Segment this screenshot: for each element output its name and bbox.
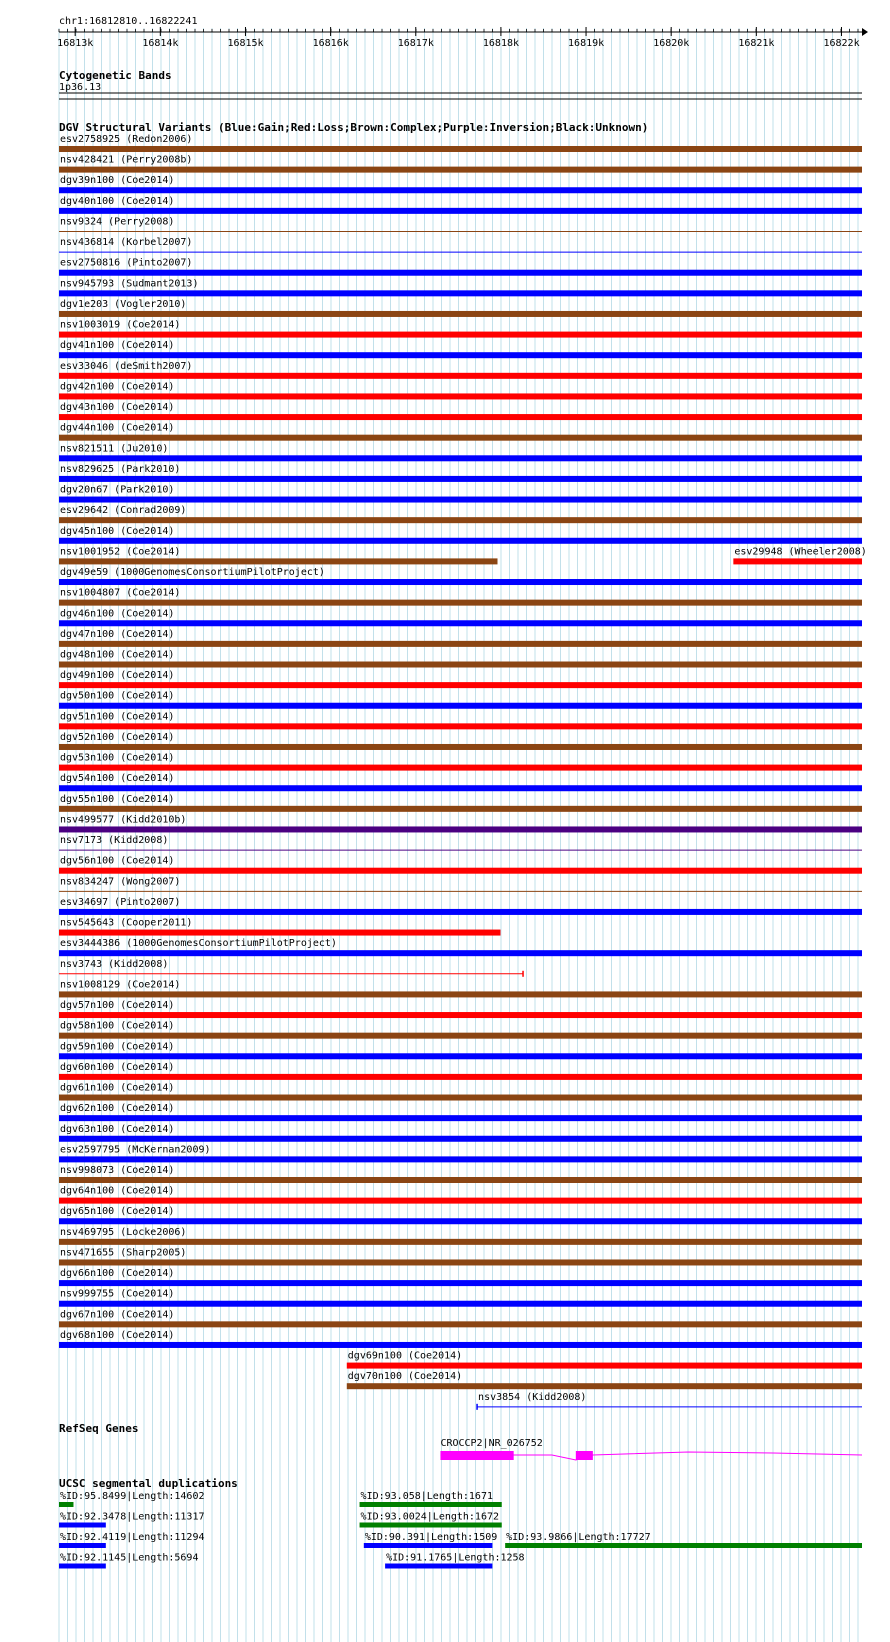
- variant-label[interactable]: esv33046 (deSmith2007): [60, 360, 193, 372]
- variant-label[interactable]: dgv45n100 (Coe2014): [60, 525, 175, 537]
- variant-label[interactable]: nsv1001952 (Coe2014): [60, 546, 181, 558]
- variant-bar[interactable]: [59, 1321, 862, 1327]
- variant-bar[interactable]: [59, 517, 862, 523]
- ruler-title: chr1:16812810..16822241: [59, 16, 198, 27]
- variant-label[interactable]: nsv9324 (Perry2008): [60, 216, 175, 228]
- variant-bar[interactable]: [59, 703, 862, 709]
- segdup-label[interactable]: %ID:92.4119|Length:11294: [60, 1532, 205, 1543]
- variant-label[interactable]: nsv7173 (Kidd2008): [60, 835, 169, 847]
- variant-bar[interactable]: [59, 352, 862, 358]
- variant-label[interactable]: dgv41n100 (Coe2014): [60, 340, 175, 352]
- variant-label[interactable]: dgv44n100 (Coe2014): [60, 422, 175, 434]
- variant-bar[interactable]: [59, 765, 862, 771]
- variant-bar[interactable]: [59, 1074, 862, 1080]
- variant-label[interactable]: dgv58n100 (Coe2014): [60, 1020, 175, 1032]
- variant-bar[interactable]: [59, 950, 862, 956]
- variant-label[interactable]: dgv53n100 (Coe2014): [60, 752, 175, 764]
- variant-bar[interactable]: [59, 558, 497, 564]
- variant-label[interactable]: nsv436814 (Korbel2007): [60, 237, 193, 249]
- gene-exon[interactable]: [440, 1451, 513, 1460]
- variant-bar[interactable]: [59, 723, 862, 729]
- variant-bar[interactable]: [59, 393, 862, 399]
- variant-label[interactable]: nsv829625 (Park2010): [60, 463, 181, 475]
- variant-label[interactable]: dgv49n100 (Coe2014): [60, 670, 175, 682]
- variant-label[interactable]: nsv998073 (Coe2014): [60, 1165, 175, 1176]
- variant-bar[interactable]: [59, 1115, 862, 1121]
- variant-bar[interactable]: [59, 826, 862, 832]
- variant-label[interactable]: dgv65n100 (Coe2014): [60, 1206, 175, 1218]
- variant-label[interactable]: dgv56n100 (Coe2014): [60, 855, 175, 867]
- variant-label[interactable]: dgv50n100 (Coe2014): [60, 690, 175, 702]
- variant-bar[interactable]: [59, 1218, 862, 1224]
- variant-bar[interactable]: [59, 1301, 862, 1307]
- variant-bar[interactable]: [59, 1342, 862, 1348]
- variant-label[interactable]: nsv999755 (Coe2014): [60, 1288, 175, 1300]
- cytoband-label: 1p36.13: [59, 82, 102, 93]
- segdup-bar[interactable]: [360, 1523, 502, 1528]
- ruler-tick-label: 16816k: [312, 38, 349, 49]
- variant-label[interactable]: dgv66n100 (Coe2014): [60, 1268, 175, 1280]
- ruler-tick-label: 16813k: [57, 38, 94, 49]
- variant-label[interactable]: dgv60n100 (Coe2014): [60, 1061, 175, 1073]
- variant-bar[interactable]: [59, 641, 862, 647]
- variant-label[interactable]: esv29642 (Conrad2009): [60, 505, 187, 517]
- variant-bar[interactable]: [59, 1156, 862, 1162]
- variant-bar[interactable]: [59, 187, 862, 193]
- variant-label[interactable]: esv3444386 (1000GenomesConsortiumPilotProject): [60, 938, 337, 950]
- variant-label[interactable]: nsv3743 (Kidd2008): [60, 958, 169, 970]
- segdup-label[interactable]: %ID:92.3478|Length:11317: [60, 1511, 205, 1523]
- variant-label[interactable]: nsv945793 (Sudmant2013): [60, 278, 199, 290]
- variant-bar[interactable]: [59, 620, 862, 626]
- variant-bar[interactable]: [59, 1177, 862, 1183]
- variant-bar[interactable]: [59, 455, 862, 461]
- ruler-tick-label: 16820k: [653, 38, 690, 49]
- ruler-tick-label: 16821k: [738, 38, 775, 49]
- segdup-label[interactable]: %ID:90.391|Length:1509: [364, 1532, 498, 1543]
- variant-label[interactable]: dgv39n100 (Coe2014): [60, 175, 175, 187]
- variant-bar[interactable]: [59, 991, 862, 997]
- variant-bar[interactable]: [59, 1280, 862, 1286]
- gene-label[interactable]: CROCCP2|NR_026752: [440, 1438, 543, 1449]
- variant-label[interactable]: esv29948 (Wheeler2008): [734, 546, 867, 558]
- variant-label[interactable]: dgv59n100 (Coe2014): [60, 1041, 175, 1053]
- variant-bar[interactable]: [59, 868, 862, 874]
- variant-bar[interactable]: [59, 785, 862, 791]
- variant-bar[interactable]: [59, 208, 862, 214]
- segdup-bar[interactable]: [385, 1564, 492, 1569]
- ruler-tick-label: 16817k: [397, 38, 434, 49]
- variant-bar[interactable]: [59, 579, 862, 585]
- variant-label[interactable]: dgv51n100 (Coe2014): [60, 711, 175, 723]
- variant-bar[interactable]: [59, 806, 862, 812]
- variant-label[interactable]: dgv43n100 (Coe2014): [60, 402, 175, 414]
- variant-bar[interactable]: [59, 414, 862, 420]
- variant-bar[interactable]: [59, 435, 862, 441]
- variant-bar[interactable]: [59, 167, 862, 173]
- variant-bar[interactable]: [59, 332, 862, 338]
- variant-label[interactable]: dgv61n100 (Coe2014): [60, 1082, 175, 1094]
- variant-label[interactable]: dgv70n100 (Coe2014): [347, 1371, 463, 1383]
- segdup-label[interactable]: %ID:93.058|Length:1671: [360, 1491, 494, 1502]
- variant-label[interactable]: dgv64n100 (Coe2014): [60, 1185, 175, 1197]
- variant-bar[interactable]: [59, 1033, 862, 1039]
- segdup-bar[interactable]: [59, 1564, 106, 1569]
- variant-label[interactable]: dgv57n100 (Coe2014): [60, 1000, 175, 1012]
- segdup-bar[interactable]: [59, 1502, 73, 1507]
- variant-bar[interactable]: [59, 1239, 862, 1245]
- ruler-tick-label: 16818k: [482, 38, 520, 49]
- variant-label[interactable]: dgv69n100 (Coe2014): [347, 1350, 463, 1362]
- variant-label[interactable]: dgv48n100 (Coe2014): [60, 649, 175, 661]
- variant-bar[interactable]: [59, 1012, 862, 1018]
- variant-bar[interactable]: [59, 538, 862, 544]
- segdup-bar[interactable]: [59, 1543, 106, 1548]
- track-title-segdup: UCSC segmental duplications: [59, 1477, 238, 1490]
- variant-bar[interactable]: [59, 311, 862, 317]
- variant-label[interactable]: dgv67n100 (Coe2014): [60, 1309, 175, 1321]
- variant-bar[interactable]: [59, 1053, 862, 1059]
- ruler-tick-label: 16815k: [227, 38, 264, 49]
- variant-bar[interactable]: [733, 558, 862, 564]
- variant-label[interactable]: dgv52n100 (Coe2014): [60, 731, 175, 743]
- variant-label[interactable]: esv2758925 (Redon2006): [60, 134, 193, 145]
- track-title-cytoband: Cytogenetic Bands: [59, 69, 172, 82]
- variant-bar[interactable]: [347, 1383, 862, 1389]
- variant-label[interactable]: esv2597795 (McKernan2009): [60, 1144, 211, 1156]
- variant-bar[interactable]: [59, 662, 862, 668]
- gene-exon[interactable]: [576, 1451, 593, 1460]
- ruler-tick-label: 16819k: [568, 38, 605, 49]
- variant-bar[interactable]: [59, 909, 862, 915]
- variant-label[interactable]: dgv49e59 (1000GenomesConsortiumPilotProject): [60, 567, 325, 579]
- variant-bar[interactable]: [59, 1198, 862, 1204]
- variant-bar[interactable]: [59, 373, 862, 379]
- variant-label[interactable]: nsv1008129 (Coe2014): [60, 979, 181, 991]
- variant-label[interactable]: dgv46n100 (Coe2014): [60, 608, 175, 620]
- variant-label[interactable]: nsv469795 (Locke2006): [60, 1226, 187, 1238]
- variant-label[interactable]: dgv47n100 (Coe2014): [60, 628, 175, 640]
- variant-label[interactable]: nsv499577 (Kidd2010b): [60, 814, 187, 826]
- variant-bar[interactable]: [59, 476, 862, 482]
- variant-bar[interactable]: [59, 600, 862, 606]
- variant-bar[interactable]: [59, 930, 500, 936]
- segdup-label[interactable]: %ID:93.9866|Length:17727: [506, 1532, 651, 1543]
- variant-label[interactable]: nsv1003019 (Coe2014): [60, 319, 181, 331]
- ruler-tick-label: 16814k: [142, 38, 179, 49]
- track-title-refseq: RefSeq Genes: [59, 1422, 139, 1435]
- segdup-label[interactable]: %ID:95.8499|Length:14602: [60, 1491, 205, 1502]
- track-title-dgv: DGV Structural Variants (Blue:Gain;Red:Loss;Brown:Complex;Purple:Inversion;Black:Unknown): [59, 121, 649, 134]
- ruler-tick-label: 16822k: [823, 38, 860, 49]
- variant-label[interactable]: nsv3854 (Kidd2008): [478, 1391, 587, 1403]
- variant-label[interactable]: nsv821511 (Ju2010): [60, 443, 169, 455]
- segdup-label[interactable]: %ID:91.1765|Length:1258: [386, 1552, 525, 1564]
- variant-label[interactable]: nsv428421 (Perry2008b): [60, 154, 193, 166]
- segdup-bar[interactable]: [360, 1502, 502, 1507]
- variant-label[interactable]: nsv834247 (Wong2007): [60, 876, 181, 888]
- variant-label[interactable]: dgv20n67 (Park2010): [60, 484, 175, 496]
- variant-label[interactable]: dgv42n100 (Coe2014): [60, 381, 175, 393]
- variant-bar[interactable]: [59, 744, 862, 750]
- segdup-label[interactable]: %ID:92.1145|Length:5694: [60, 1552, 199, 1564]
- variant-label[interactable]: dgv63n100 (Coe2014): [60, 1123, 175, 1135]
- variant-label[interactable]: nsv1004807 (Coe2014): [60, 587, 181, 599]
- variant-bar[interactable]: [59, 270, 862, 276]
- variant-label[interactable]: nsv545643 (Cooper2011): [60, 917, 193, 929]
- variant-bar[interactable]: [59, 1259, 862, 1265]
- variant-bar[interactable]: [59, 146, 862, 152]
- variant-bar[interactable]: [347, 1363, 862, 1369]
- segdup-bar[interactable]: [59, 1523, 106, 1528]
- ruler-arrow-icon: [862, 28, 868, 36]
- segdup-bar[interactable]: [505, 1543, 862, 1548]
- variant-bar[interactable]: [59, 290, 862, 296]
- variant-label[interactable]: esv34697 (Pinto2007): [60, 896, 181, 908]
- variant-label[interactable]: dgv62n100 (Coe2014): [60, 1103, 175, 1115]
- variant-label[interactable]: dgv55n100 (Coe2014): [60, 793, 175, 805]
- variant-label[interactable]: dgv68n100 (Coe2014): [60, 1329, 175, 1341]
- variant-bar[interactable]: [59, 1136, 862, 1142]
- variant-label[interactable]: dgv54n100 (Coe2014): [60, 773, 175, 785]
- variant-label[interactable]: dgv1e203 (Vogler2010): [60, 298, 187, 310]
- variant-bar[interactable]: [59, 1095, 862, 1101]
- segdup-bar[interactable]: [364, 1543, 493, 1548]
- variant-bar[interactable]: [59, 682, 862, 688]
- variant-label[interactable]: nsv471655 (Sharp2005): [60, 1247, 187, 1259]
- variant-label[interactable]: esv2750816 (Pinto2007): [60, 257, 193, 269]
- variant-bar[interactable]: [59, 497, 862, 503]
- segdup-label[interactable]: %ID:93.0024|Length:1672: [360, 1511, 500, 1523]
- variant-label[interactable]: dgv40n100 (Coe2014): [60, 195, 175, 207]
